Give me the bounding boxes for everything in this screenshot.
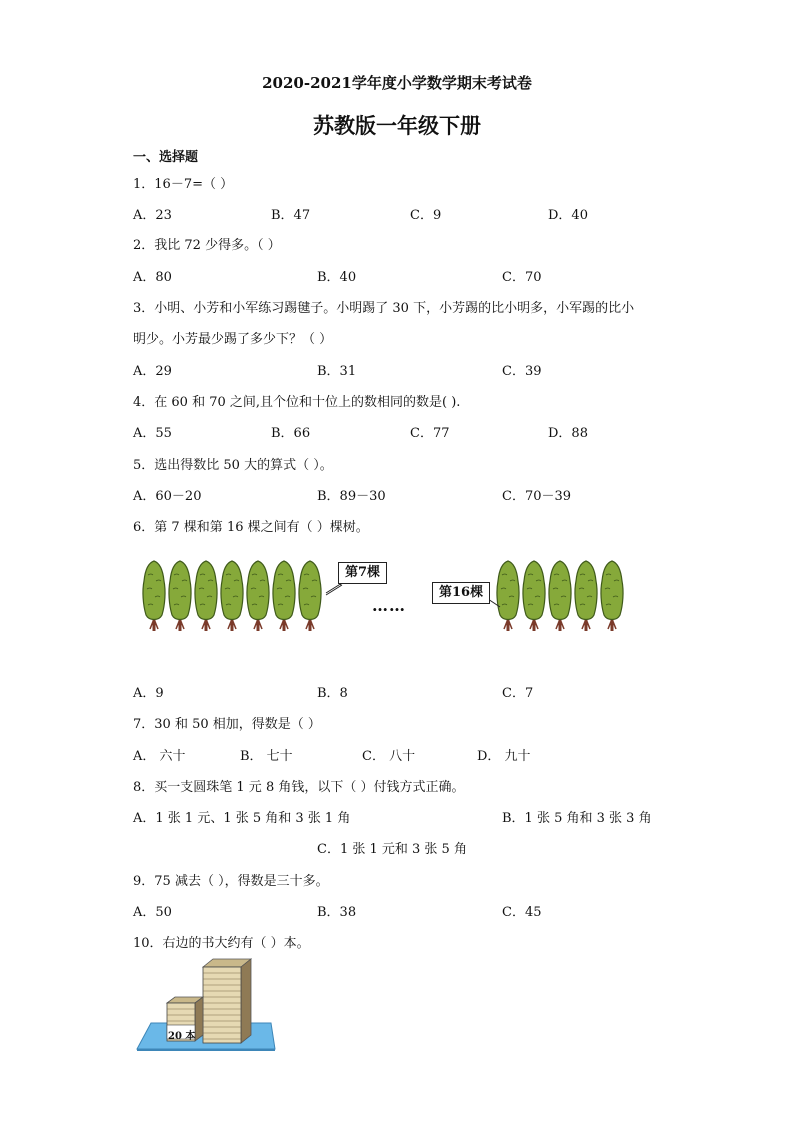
- question-3-stem-line-2: 明少。小芳最少踢了多少下？（ ）: [133, 332, 333, 347]
- q5-option-c[interactable]: C．70－39: [502, 489, 572, 504]
- q9-option-b[interactable]: B．38: [317, 905, 357, 920]
- q3-option-c[interactable]: C．39: [502, 364, 542, 379]
- ellipsis: ……: [372, 596, 406, 615]
- book-stacks-figure: [133, 955, 283, 1055]
- q1-option-a[interactable]: A．23: [133, 208, 172, 223]
- q9-option-c[interactable]: C．45: [502, 905, 542, 920]
- q1-option-c[interactable]: C．9: [410, 208, 442, 223]
- question-8-stem: 8．买一支圆珠笔 1 元 8 角钱，以下（ ）付钱方式正确。: [133, 780, 465, 795]
- q1-option-d[interactable]: D．40: [548, 208, 588, 223]
- q4-option-d[interactable]: D．88: [548, 426, 588, 441]
- question-6-stem: 6．第 7 棵和第 16 棵之间有（ ）棵树。: [133, 520, 369, 535]
- q7-option-b[interactable]: B． 七十: [240, 749, 293, 764]
- question-3-stem-line-1: 3．小明、小芳和小军练习踢毽子。小明踢了 30 下，小芳踢的比小明多，小军踢的比小: [133, 301, 635, 316]
- trees-figure: [140, 555, 640, 635]
- q3-option-b[interactable]: B．31: [317, 364, 357, 379]
- question-5-stem: 5．选出得数比 50 大的算式（ ）。: [133, 458, 333, 473]
- q2-option-c[interactable]: C．70: [502, 270, 542, 285]
- section-heading: 一、选择题: [133, 150, 199, 165]
- q8-option-b[interactable]: B．1 张 5 角和 3 张 3 角: [502, 811, 652, 826]
- q6-option-a[interactable]: A．9: [133, 686, 164, 701]
- q9-option-a[interactable]: A．50: [133, 905, 172, 920]
- q5-option-a[interactable]: A．60－20: [133, 489, 202, 504]
- question-10-stem: 10．右边的书大约有（ ）本。: [133, 936, 310, 951]
- q4-option-b[interactable]: B．66: [271, 426, 311, 441]
- q5-option-b[interactable]: B．89－30: [317, 489, 386, 504]
- question-1-stem: 1．16－7=（ ）: [133, 177, 234, 192]
- exam-title: 2020-2021学年度小学数学期末考试卷: [262, 74, 532, 92]
- question-4-stem: 4．在 60 和 70 之间,且个位和十位上的数相同的数是( ).: [133, 395, 461, 410]
- q7-option-a[interactable]: A． 六十: [133, 749, 186, 764]
- q8-option-a[interactable]: A．1 张 1 元、1 张 5 角和 3 张 1 角: [133, 811, 351, 826]
- q7-option-d[interactable]: D． 九十: [477, 749, 531, 764]
- q2-option-b[interactable]: B．40: [317, 270, 357, 285]
- sixteenth-tree-label: 第16棵: [432, 582, 490, 604]
- exam-subtitle: 苏教版一年级下册: [313, 113, 481, 138]
- question-7-stem: 7．30 和 50 相加，得数是（ ）: [133, 717, 321, 732]
- seventh-tree-label: 第7棵: [338, 562, 387, 584]
- q1-option-b[interactable]: B．47: [271, 208, 311, 223]
- q7-option-c[interactable]: C． 八十: [362, 749, 416, 764]
- question-9-stem: 9．75 减去（ ），得数是三十多。: [133, 874, 329, 889]
- q6-option-c[interactable]: C．7: [502, 686, 534, 701]
- q6-option-b[interactable]: B．8: [317, 686, 348, 701]
- small-stack-label: 20 本: [168, 1031, 196, 1042]
- question-2-stem: 2．我比 72 少得多。（ ）: [133, 238, 281, 253]
- q4-option-c[interactable]: C．77: [410, 426, 450, 441]
- q8-option-c[interactable]: C．1 张 1 元和 3 张 5 角: [317, 842, 467, 857]
- q2-option-a[interactable]: A．80: [133, 270, 172, 285]
- q4-option-a[interactable]: A．55: [133, 426, 172, 441]
- q3-option-a[interactable]: A．29: [133, 364, 172, 379]
